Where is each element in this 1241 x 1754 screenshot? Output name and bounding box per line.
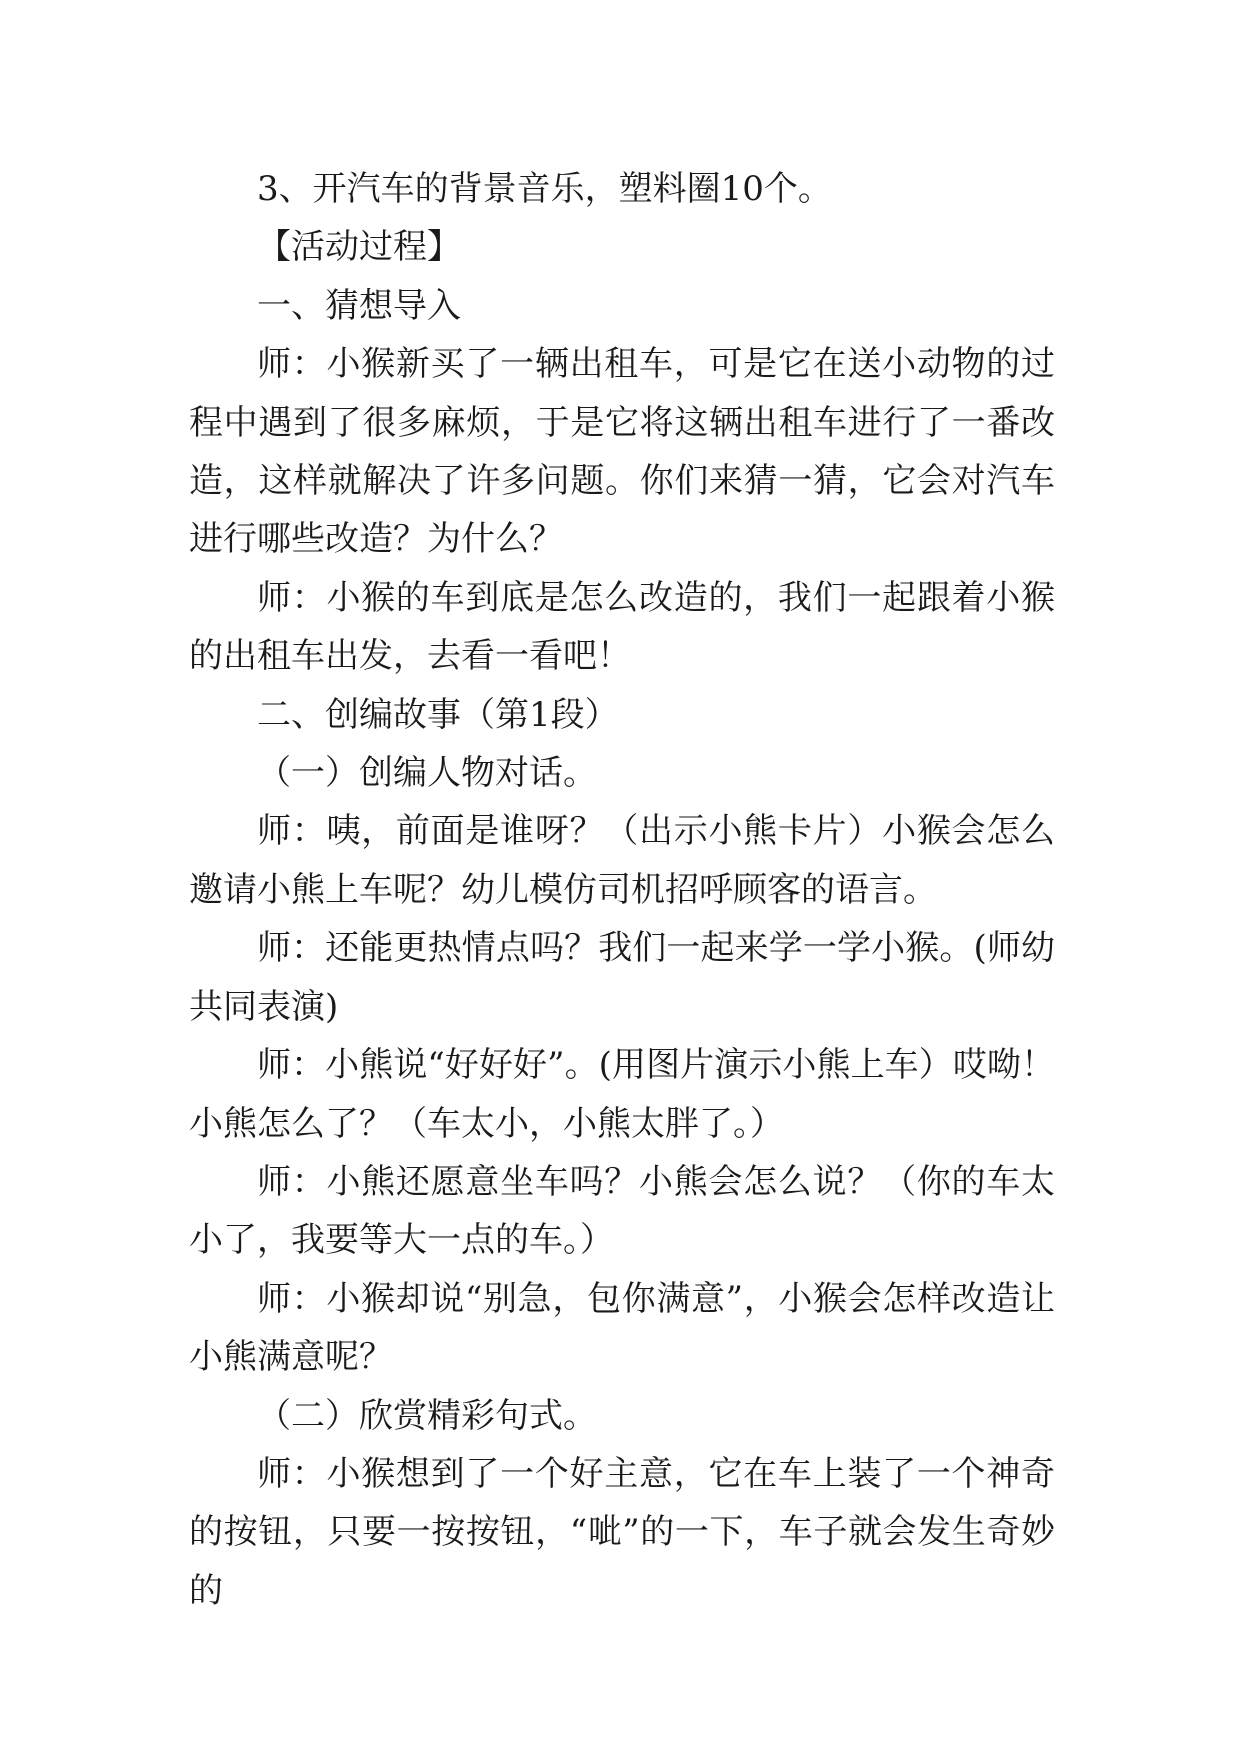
paragraph-teacher-bear-willing: 师：小熊还愿意坐车吗？小熊会怎么说？（你的车太小了，我要等大一点的车。） (189, 1161, 1055, 1261)
subheading-create-story: 二、创编故事（第1段） (257, 694, 619, 735)
materials-item-3: 3、开汽车的背景音乐，塑料圈10个。 (257, 169, 832, 209)
subheading-appreciate-sentences: （二）欣赏精彩句式。 (257, 1395, 597, 1436)
document-body (189, 160, 1055, 1620)
paragraph-teacher-more-enthusiastic: 师：还能更热情点吗？我们一起来学一学小猴。(师幼共同表演) (189, 928, 1055, 1027)
subheading-guess-introduction: 一、猜想导入 (257, 285, 461, 326)
subheading-create-dialogue: （一）创编人物对话。 (257, 753, 597, 794)
section-heading-activity-process: 【活动过程】 (257, 227, 461, 268)
paragraph-teacher-set-off: 师：小猴的车到底是怎么改造的，我们一起跟着小猴的出租车出发，去看一看吧！ (189, 577, 1055, 677)
paragraph-teacher-dont-worry: 师：小猴却说“别急，包你满意”，小猴会怎样改造让小熊满意呢？ (189, 1278, 1055, 1378)
paragraph-teacher-bear-card: 师：咦，前面是谁呀？（出示小熊卡片）小猴会怎么邀请小熊上车呢？幼儿模仿司机招呼顾客的语言。 (189, 811, 1055, 910)
paragraph-teacher-magic-button: 师：小猴想到了一个好主意，它在车上装了一个神奇的按钮，只要一按按钮，“呲”的一下，车子就会发生奇妙的 (189, 1453, 1055, 1611)
paragraph-teacher-bear-boards: 师：小熊说“好好好”。(用图片演示小熊上车）哎呦！小熊怎么了？（车太小，小熊太胖了。） (189, 1045, 1055, 1144)
paragraph-teacher-intro: 师：小猴新买了一辆出租车，可是它在送小动物的过程中遇到了很多麻烦，于是它将这辆出租车进行了一番改造，这样就解决了许多问题。你们来猜一猜，它会对汽车进行哪些改造？为什么？ (189, 344, 1055, 560)
